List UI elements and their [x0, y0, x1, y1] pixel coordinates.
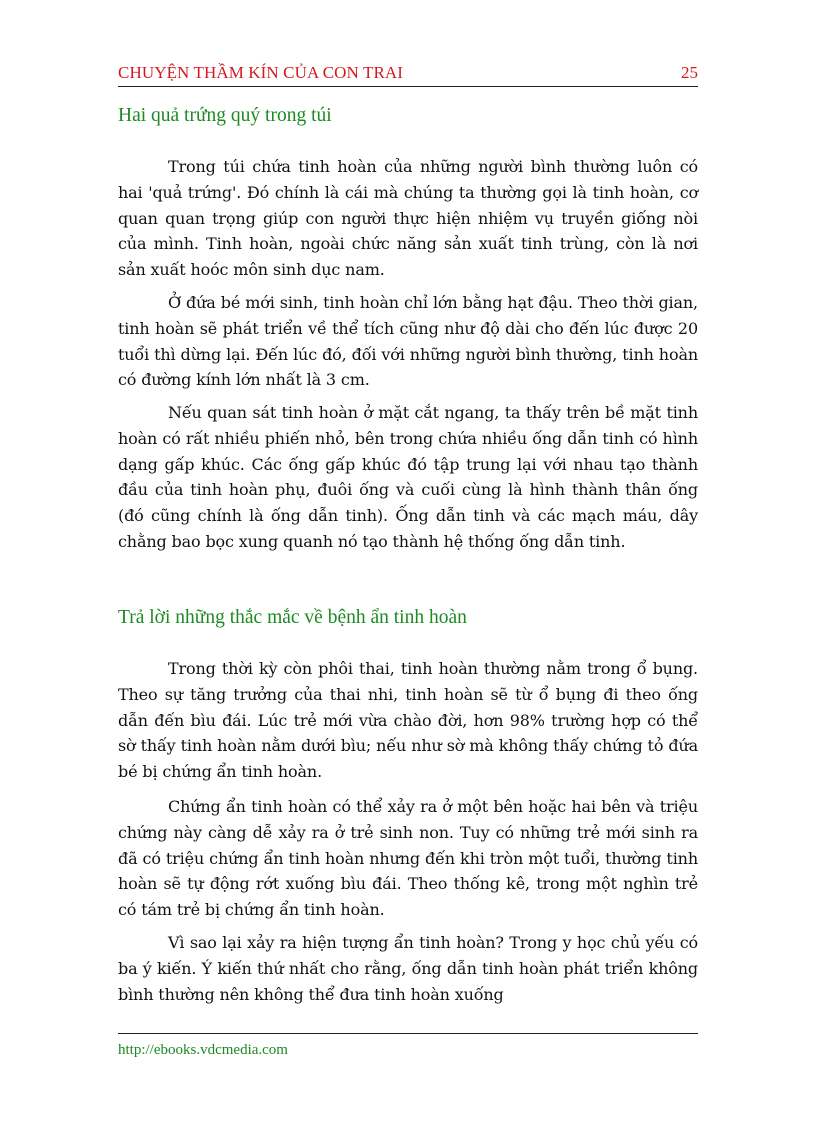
paragraph: Vì sao lại xảy ra hiện tượng ẩn tinh hoàn? Trong y học chủ yếu có ba ý kiến. Ý kiến thứ nhất cho rằng, ống dẫn tinh hoàn phát triển không bình thường nên không thể đưa tinh hoàn xuống [118, 933, 698, 1004]
paragraph: Trong thời kỳ còn phôi thai, tinh hoàn thường nằm trong ổ bụng. Theo sự tăng trưởng của thai nhi, tinh hoàn sẽ từ ổ bụng đi theo ống dẫn đến bìu đái. Lúc trẻ mới vừa chào đời, hơn 98% trường hợp có thể sờ thấy tinh hoàn nằm dưới bìu; nếu như sờ mà không thấy chứng tỏ đứa bé bị chứng ẩn tinh hoàn. [118, 659, 698, 782]
running-header [118, 62, 698, 87]
page-number: 25 [681, 63, 698, 82]
footer-divider [118, 1033, 698, 1034]
paragraph: Trong túi chứa tinh hoàn của những người bình thường luôn có hai 'quả trứng'. Đó chính là cái mà chúng ta thường gọi là tinh hoàn, cơ quan quan trọng giúp con người thực hiện nhiệm vụ truyền giống nòi của mình. Tinh hoàn, ngoài chức năng sản xuất tinh trùng, còn là nơi sản xuất hoóc môn sinh dục nam. [118, 157, 698, 280]
paragraph: Nếu quan sát tinh hoàn ở mặt cắt ngang, ta thấy trên bề mặt tinh hoàn có rất nhiều phiến nhỏ, bên trong chứa nhiều ống dẫn tinh có hình dạng gấp khúc. Các ống gấp khúc đó tập trung lại với nhau tạo thành đầu của tinh hoàn phụ, đuôi ống và cuối cùng là hình thành thân ống (đó cũng chính là ống dẫn tinh). Ống dẫn tinh và các mạch máu, dây chằng bao bọc xung quanh nó tạo thành hệ thống ống dẫn tinh. [118, 403, 698, 551]
paragraph: Chứng ẩn tinh hoàn có thể xảy ra ở một bên hoặc hai bên và triệu chứng này càng dễ xảy ra ở trẻ sinh non. Tuy có những trẻ mới sinh ra đã có triệu chứng ẩn tinh hoàn nhưng đến khi tròn một tuổi, thường tinh hoàn sẽ tự động rớt xuống bìu đái. Theo thống kê, trong một nghìn trẻ có tám trẻ bị chứng ẩn tinh hoàn. [118, 797, 698, 920]
footer-link[interactable]: http://ebooks.vdcmedia.com [118, 1042, 288, 1058]
section-heading: Trả lời những thắc mắc về bệnh ẩn tinh hoàn [118, 607, 467, 628]
book-title: CHUYỆN THẦM KÍN CỦA CON TRAI [118, 63, 404, 82]
paragraph: Ở đứa bé mới sinh, tinh hoàn chỉ lớn bằng hạt đậu. Theo thời gian, tinh hoàn sẽ phát triển về thể tích cũng như độ dài cho đến lúc được 20 tuổi thì dừng lại. Đến lúc đó, đối với những người bình thường, tinh hoàn có đường kính lớn nhất là 3 cm. [118, 293, 698, 390]
section-heading: Hai quả trứng quý trong túi [118, 105, 332, 126]
